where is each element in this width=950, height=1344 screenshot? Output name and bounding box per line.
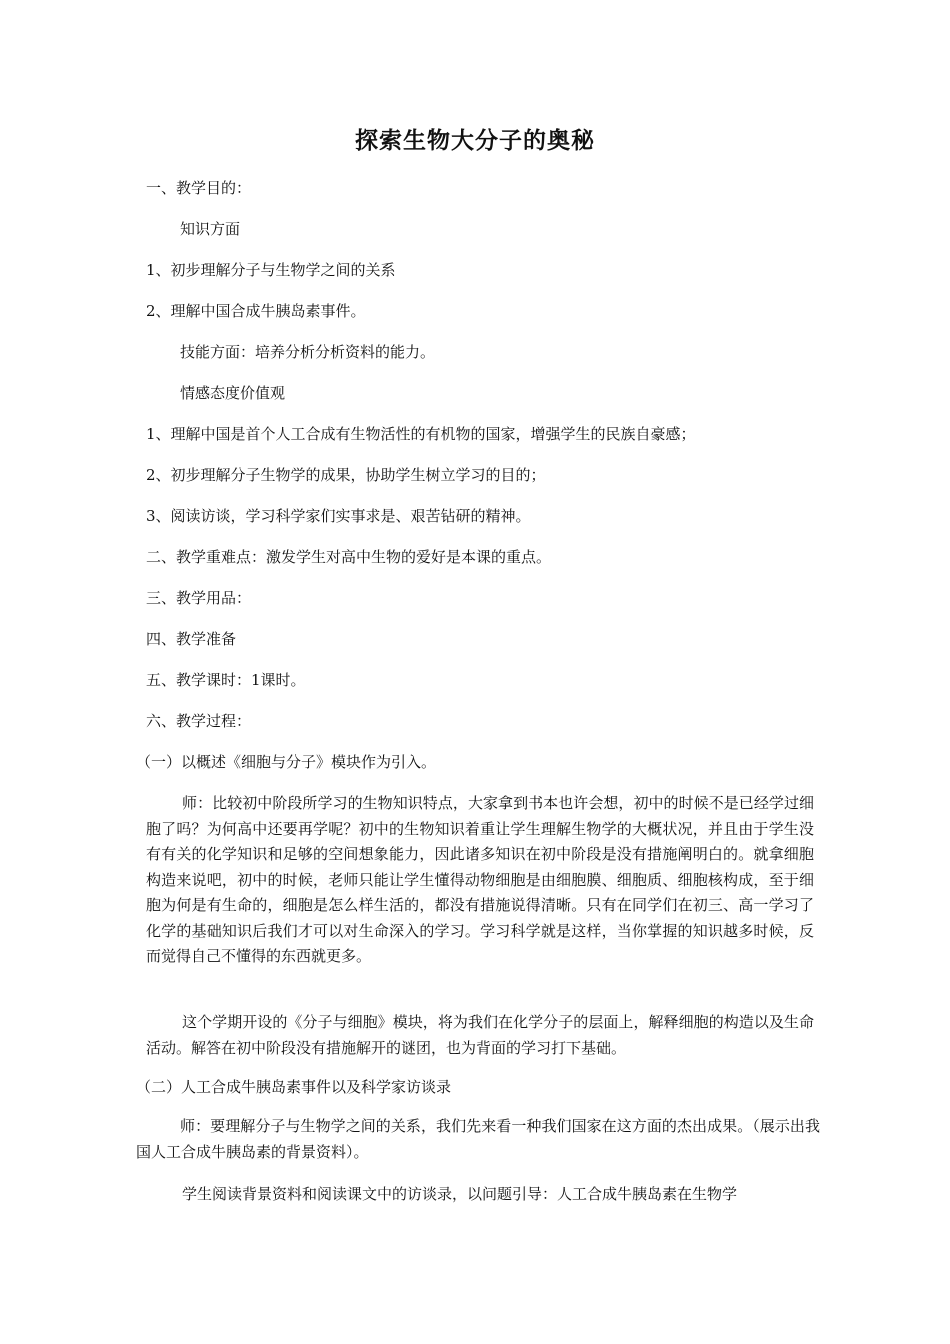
subsection-2-heading: （二）人工合成牛胰岛素事件以及科学家访谈录 bbox=[136, 1078, 452, 1096]
subsection-1-heading: （一）以概述《细胞与分子》模块作为引入。 bbox=[136, 753, 437, 771]
paragraph-insulin-intro-text: 师：要理解分子与生物学之间的关系，我们先来看一种我们国家在这方面的杰出成果。（展示出我国人工合成牛胰岛素的背景资料）。 bbox=[136, 1117, 820, 1161]
emotion-item-2: 2、初步理解分子生物学的成果，协助学生树立学习的目的； bbox=[146, 466, 546, 484]
document-title: 探索生物大分子的奥秘 bbox=[355, 128, 595, 154]
section-5-heading: 五、教学课时：1课时。 bbox=[146, 671, 306, 689]
section-1-heading: 一、教学目的： bbox=[146, 179, 252, 197]
paragraph-student-reading-text: 学生阅读背景资料和阅读课文中的访谈录，以问题引导：人工合成牛胰岛素在生物学 bbox=[182, 1185, 738, 1203]
paragraph-module-intro-text: 这个学期开设的《分子与细胞》模块，将为我们在化学分子的层面上，解释细胞的构造以及生命活动。解答在初中阶段没有措施解开的谜团，也为背面的学习打下基础。 bbox=[146, 1013, 814, 1057]
paragraph-insulin-intro bbox=[136, 1114, 820, 1165]
paragraph-teacher-intro-text: 师：比较初中阶段所学习的生物知识特点，大家拿到书本也许会想，初中的时候不是已经学过细胞了吗？为何高中还要再学呢？初中的生物知识着重让学生理解生物学的大概状况，并且由于学生没有有关的化学知识和足够的空间想象能力，因此诸多知识在初中阶段是没有措施阐明白的。就拿细胞构造来说吧，初中的时候，老师只能让学生懂得动物细胞是由细胞膜、细胞质、细胞核构成，至于细胞为何是有生命的，细胞是怎么样生活的，都没有措施说得清晰。只有在同学们在初三、高一学习了化学的基础知识后我们才可以对生命深入的学习。学习科学就是这样，当你掌握的知识越多时候，反而觉得自己不懂得的东西就更多。 bbox=[146, 794, 814, 965]
skills-aspect: 技能方面：培养分析分析资料的能力。 bbox=[180, 343, 436, 361]
section-6-heading: 六、教学过程： bbox=[146, 712, 252, 730]
knowledge-aspect-heading: 知识方面 bbox=[180, 220, 241, 238]
section-4-heading: 四、教学准备 bbox=[146, 630, 237, 648]
emotion-item-3: 3、阅读访谈，学习科学家们实事求是、艰苦钻研的精神。 bbox=[146, 507, 531, 525]
paragraph-module-intro bbox=[146, 1010, 814, 1061]
emotion-item-1: 1、理解中国是首个人工合成有生物活性的有机物的国家，增强学生的民族自豪感； bbox=[146, 425, 696, 443]
knowledge-item-1: 1、初步理解分子与生物学之间的关系 bbox=[146, 261, 396, 279]
section-3-heading: 三、教学用品： bbox=[146, 589, 252, 607]
paragraph-student-reading bbox=[146, 1182, 814, 1208]
emotion-aspect-heading: 情感态度价值观 bbox=[180, 384, 286, 402]
paragraph-teacher-intro bbox=[146, 791, 814, 970]
section-2-heading: 二、教学重难点：激发学生对高中生物的爱好是本课的重点。 bbox=[146, 548, 552, 566]
knowledge-item-2: 2、理解中国合成牛胰岛素事件。 bbox=[146, 302, 366, 320]
